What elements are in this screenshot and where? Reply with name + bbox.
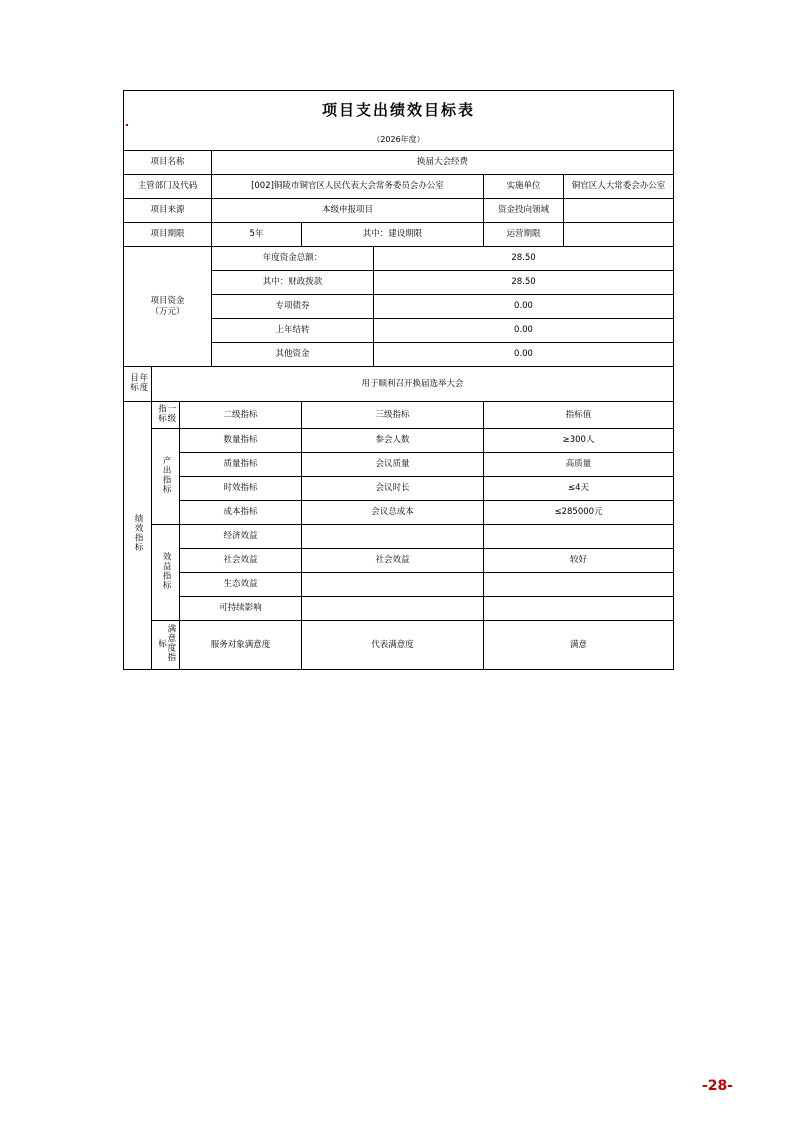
benefit-level2: 社会效益 [180,549,302,573]
output-row-3 [124,501,674,525]
funds-item-value: 0.00 [374,319,674,343]
benefit-row-2 [124,573,674,597]
indicator-value-header: 指标值 [484,401,674,429]
page-number: -28- [701,1078,733,1094]
level2-header: 二级指标 [180,401,302,429]
annual-goal-row [124,367,674,402]
funds-label-line1: 项目资金 [150,295,185,306]
output-value: ≤285000元 [484,501,674,525]
funds-label [124,247,212,367]
funds-item-label: 专项债券 [212,295,374,319]
project-name-row [124,151,674,175]
output-level3: 会议质量 [302,453,484,477]
construction-period-label: 其中：建设期限 [302,223,484,247]
funds-item-value: 28.50 [374,271,674,295]
benefit-value: 较好 [484,549,674,573]
benefit-indicator-label: 效益指标 [152,525,180,621]
annual-goal-label: 年度目标 [124,367,152,402]
dept-label: 主管部门及代码 [124,175,212,199]
output-indicator-label: 产出指标 [152,429,180,525]
benefit-row-3 [124,597,674,621]
benefit-level3 [302,573,484,597]
project-name-label: 项目名称 [124,151,212,175]
benefit-level3 [302,525,484,549]
project-name-value: 换届大会经费 [212,151,674,175]
dept-row [124,175,674,199]
benefit-value [484,525,674,549]
subtitle-row [124,129,674,151]
output-level3: 会议总成本 [302,501,484,525]
annual-goal-value: 用于顺利召开换届选举大会 [152,367,674,402]
page-title: 项目支出绩效目标表 [124,91,674,130]
level3-header: 三级指标 [302,401,484,429]
period-row [124,223,674,247]
benefit-level3: 社会效益 [302,549,484,573]
dept-value: [002]铜陵市铜官区人民代表大会常务委员会办公室 [212,175,484,199]
output-level2: 质量指标 [180,453,302,477]
output-value: 高质量 [484,453,674,477]
performance-goal-sheet [123,90,673,670]
period-value: 5年 [212,223,302,247]
benefit-level2: 经济效益 [180,525,302,549]
output-row-2 [124,477,674,501]
funds-item-label: 其中：财政拨款 [212,271,374,295]
performance-indicator-label: 绩效指标 [124,401,152,669]
benefit-level2: 可持续影响 [180,597,302,621]
funds-item-label: 上年结转 [212,319,374,343]
benefit-level2: 生态效益 [180,573,302,597]
perf-header-row [124,401,674,429]
satisfaction-value: 满意 [484,621,674,670]
operation-period-label: 运营期限 [484,223,564,247]
funds-item-value: 0.00 [374,295,674,319]
benefit-row-0 [124,525,674,549]
satisfaction-level2: 服务对象满意度 [180,621,302,670]
satisfaction-row-0 [124,621,674,670]
benefit-value [484,573,674,597]
satisfaction-indicator-label: 满意度指标 [152,621,180,670]
source-value: 本级申报项目 [212,199,484,223]
operation-period-value [564,223,674,247]
output-row-1 [124,453,674,477]
funds-item-label: 其他资金 [212,343,374,367]
output-level2: 数量指标 [180,429,302,453]
benefit-value [484,597,674,621]
output-value: ≥300人 [484,429,674,453]
funds-label-line2: （万元） [150,306,185,317]
output-level3: 参会人数 [302,429,484,453]
funds-item-value: 0.00 [374,343,674,367]
funds-item-value: 28.50 [374,247,674,271]
impl-unit-label: 实施单位 [484,175,564,199]
impl-unit-value: 铜官区人大常委会办公室 [564,175,674,199]
performance-goal-table [123,90,674,670]
page-subtitle: （2026年度） [124,129,674,151]
benefit-row-1 [124,549,674,573]
benefit-level3 [302,597,484,621]
level1-header: 一级指标 [152,401,180,429]
title-row [124,91,674,130]
funds-item-label: 年度资金总额： [212,247,374,271]
output-row-0 [124,429,674,453]
source-label: 项目来源 [124,199,212,223]
funds-row-0 [124,247,674,271]
output-level2: 成本指标 [180,501,302,525]
investment-field-value [564,199,674,223]
period-label: 项目期限 [124,223,212,247]
output-level2: 时效指标 [180,477,302,501]
satisfaction-level3: 代表满意度 [302,621,484,670]
source-row [124,199,674,223]
output-value: ≤4天 [484,477,674,501]
investment-field-label: 资金投向领域 [484,199,564,223]
output-level3: 会议时长 [302,477,484,501]
